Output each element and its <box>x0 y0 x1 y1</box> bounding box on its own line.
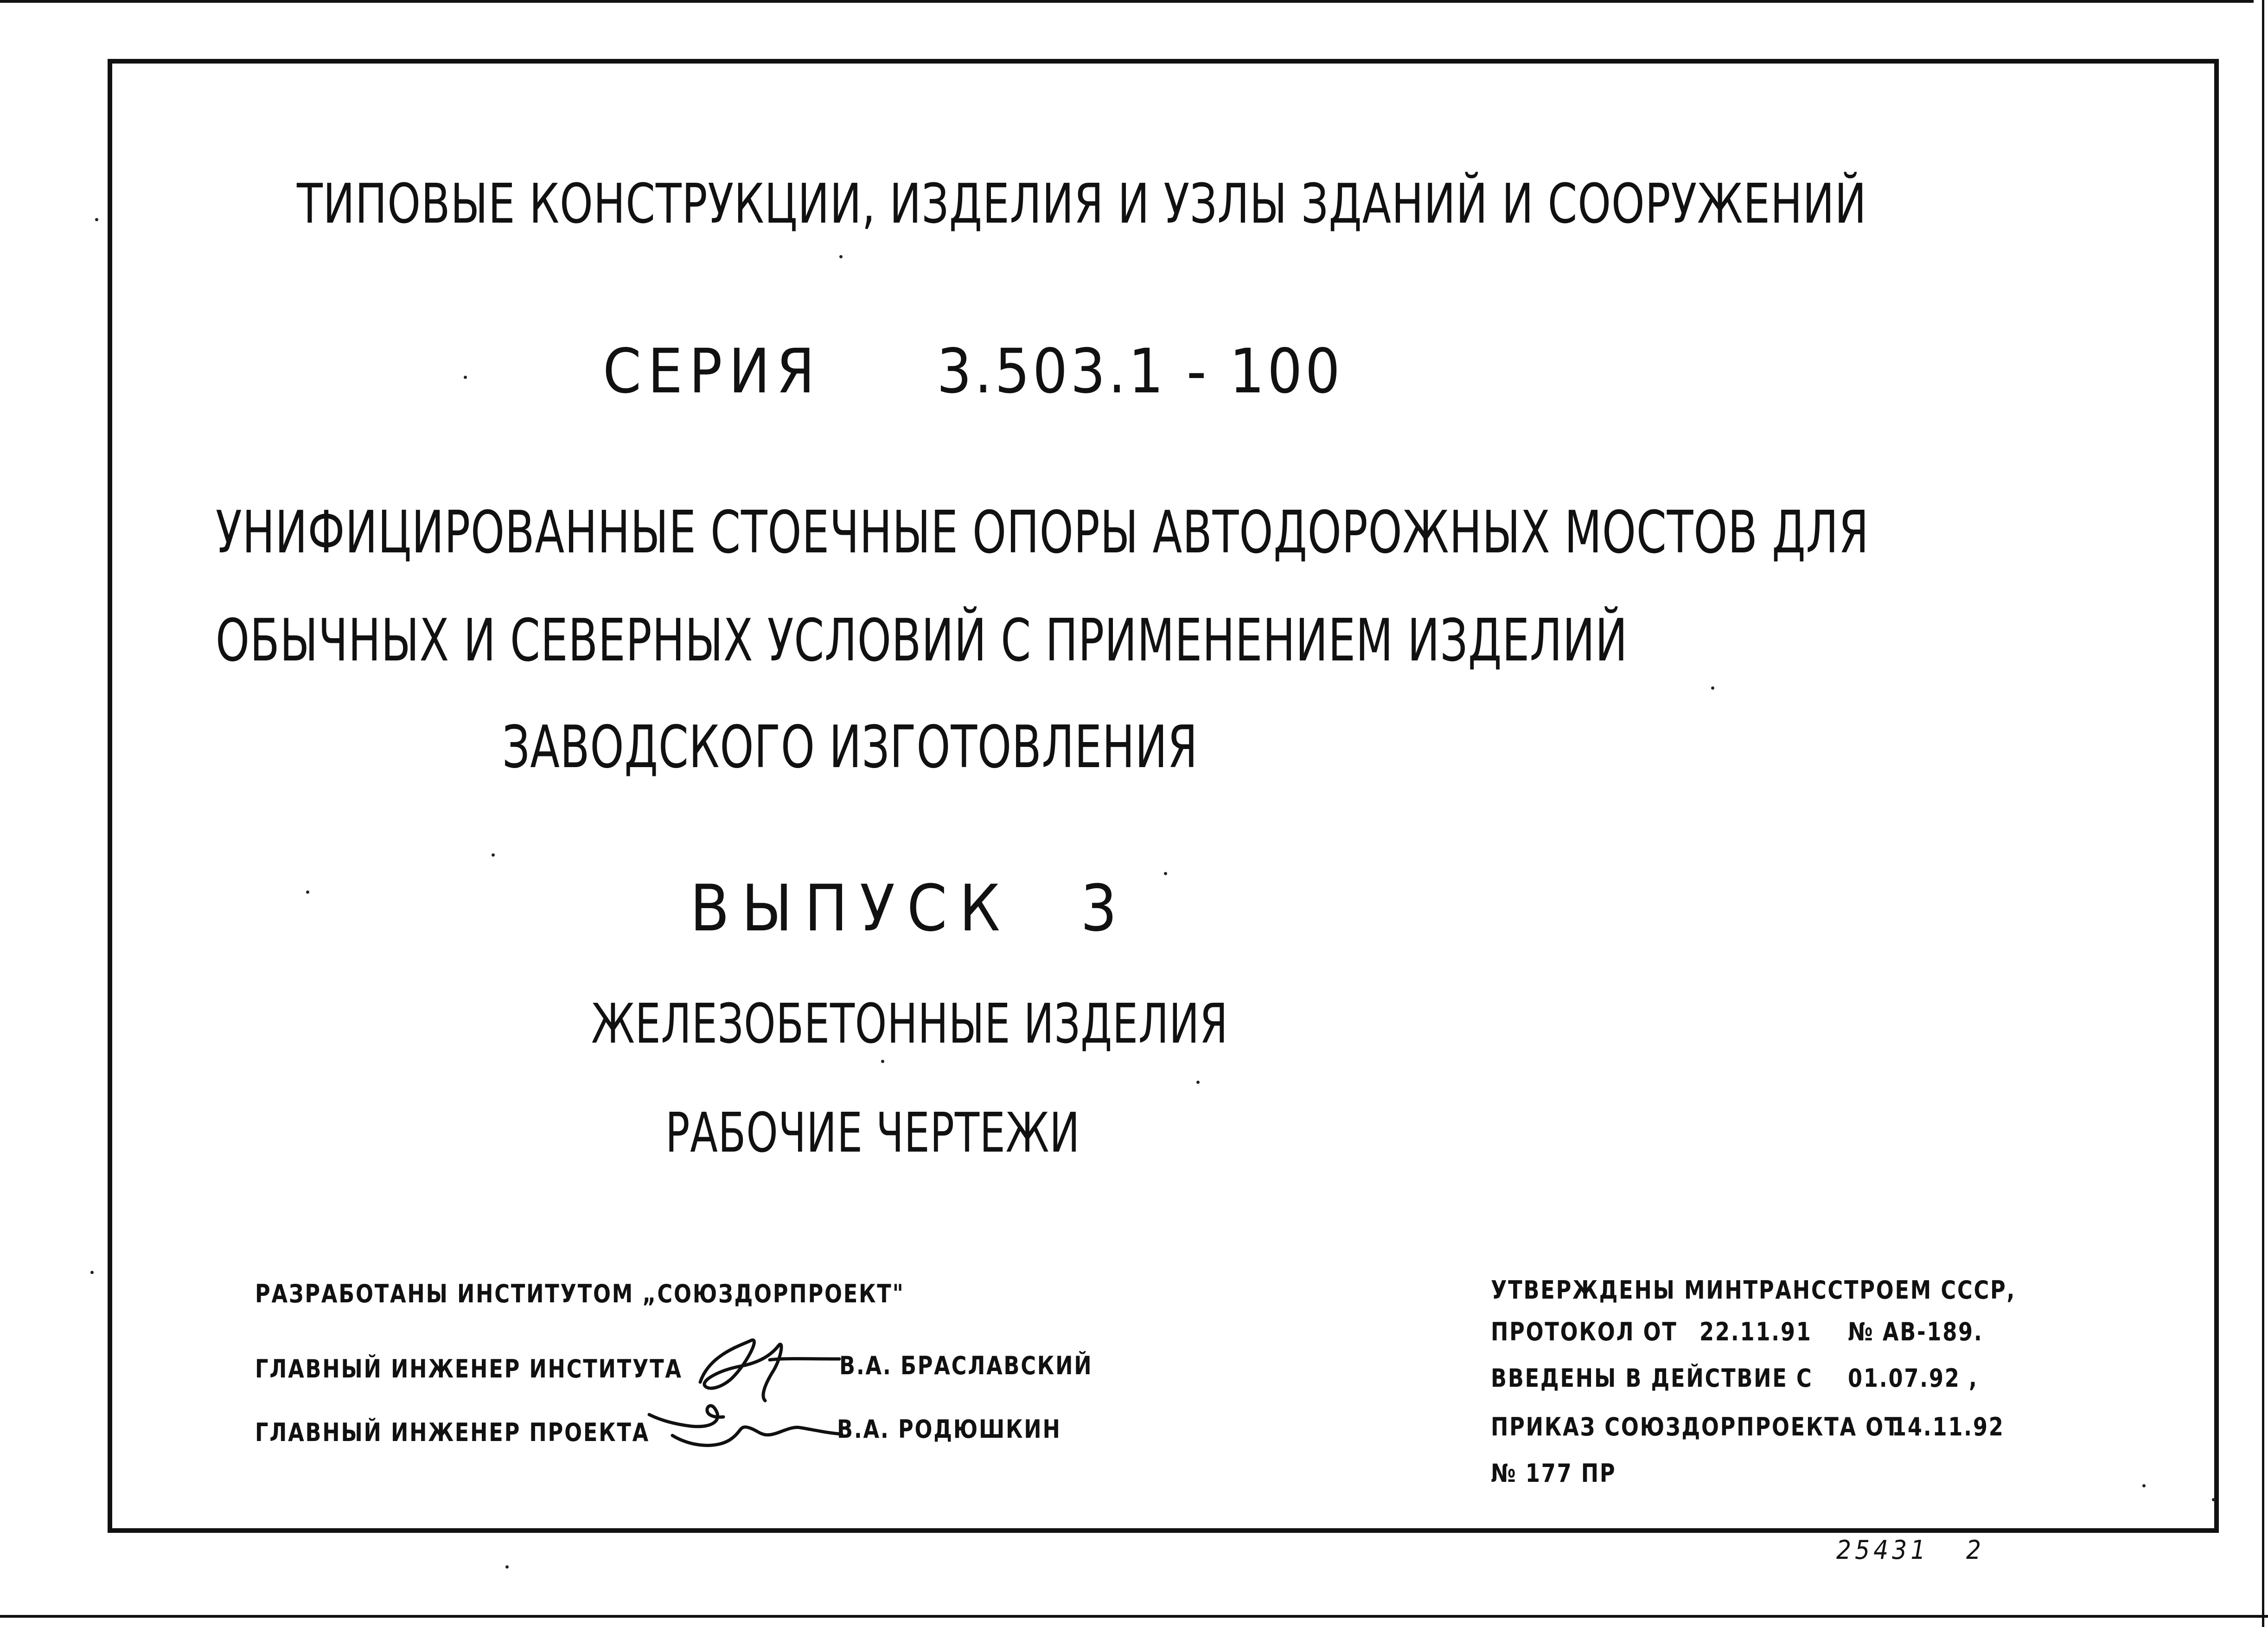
series-label: СЕРИЯ <box>603 336 821 407</box>
chief-project-role: ГЛАВНЫЙ ИНЖЕНЕР ПРОЕКТА <box>255 1418 650 1447</box>
issue-content-line-1: ЖЕЛЕЗОБЕТОННЫЕ ИЗДЕЛИЯ <box>591 992 1228 1056</box>
sheet-edge-top <box>0 0 2254 3</box>
approval-protocol-date: 22.11.91 <box>1699 1317 1812 1346</box>
main-title: ТИПОВЫЕ КОНСТРУКЦИИ, ИЗДЕЛИЯ И УЗЛЫ ЗДАНИЙ И СООРУЖЕНИЙ <box>297 172 1867 236</box>
sheet-edge-right <box>2262 0 2264 1627</box>
issue-number: 3 <box>1080 871 1129 946</box>
sheet-edge-bottom <box>0 1615 2268 1618</box>
subject-line-1: УНИФИЦИРОВАННЫЕ СТОЕЧНЫЕ ОПОРЫ АВТОДОРОЖНЫХ МОСТОВ ДЛЯ <box>216 498 1869 566</box>
approval-order-label: ПРИКАЗ СОЮЗДОРПРОЕКТА ОТ <box>1491 1412 1900 1441</box>
series-number: 3.503.1 - 100 <box>937 336 1343 407</box>
issue-label: ВЫПУСК <box>690 871 1012 946</box>
chief-institute-role: ГЛАВНЫЙ ИНЖЕНЕР ИНСТИТУТА <box>255 1354 683 1384</box>
developer-line: РАЗРАБОТАНЫ ИНСТИТУТОМ „СОЮЗДОРПРОЕКТ" <box>255 1279 905 1308</box>
approval-protocol-number: № АВ-189. <box>1848 1317 1983 1346</box>
inventory-number: 25431 <box>1836 1535 1929 1565</box>
approval-effective-date: 01.07.92 , <box>1848 1364 1978 1393</box>
signature-rodyushkin <box>645 1391 844 1456</box>
approval-protocol-label: ПРОТОКОЛ ОТ <box>1491 1317 1678 1346</box>
sheet-number: 2 <box>1966 1535 1985 1565</box>
approval-line-1: УТВЕРЖДЕНЫ МИНТРАНССТРОЕМ СССР, <box>1491 1275 2016 1305</box>
issue-content-line-2: РАБОЧИЕ ЧЕРТЕЖИ <box>665 1101 1080 1165</box>
subject-line-2: ОБЫЧНЫХ И СЕВЕРНЫХ УСЛОВИЙ С ПРИМЕНЕНИЕМ ИЗДЕЛИЙ <box>216 606 1628 674</box>
drawing-frame <box>108 59 2219 1533</box>
subject-line-3: ЗАВОДСКОГО ИЗГОТОВЛЕНИЯ <box>502 713 1198 781</box>
approval-order-number: № 177 ПР <box>1491 1459 1616 1488</box>
approval-effective-label: ВВЕДЕНЫ В ДЕЙСТВИЕ С <box>1491 1364 1813 1393</box>
chief-project-name: В.А. РОДЮШКИН <box>837 1415 1061 1444</box>
approval-order-date: 14.11.92 <box>1892 1412 2005 1441</box>
chief-institute-name: В.А. БРАСЛАВСКИЙ <box>839 1351 1093 1380</box>
